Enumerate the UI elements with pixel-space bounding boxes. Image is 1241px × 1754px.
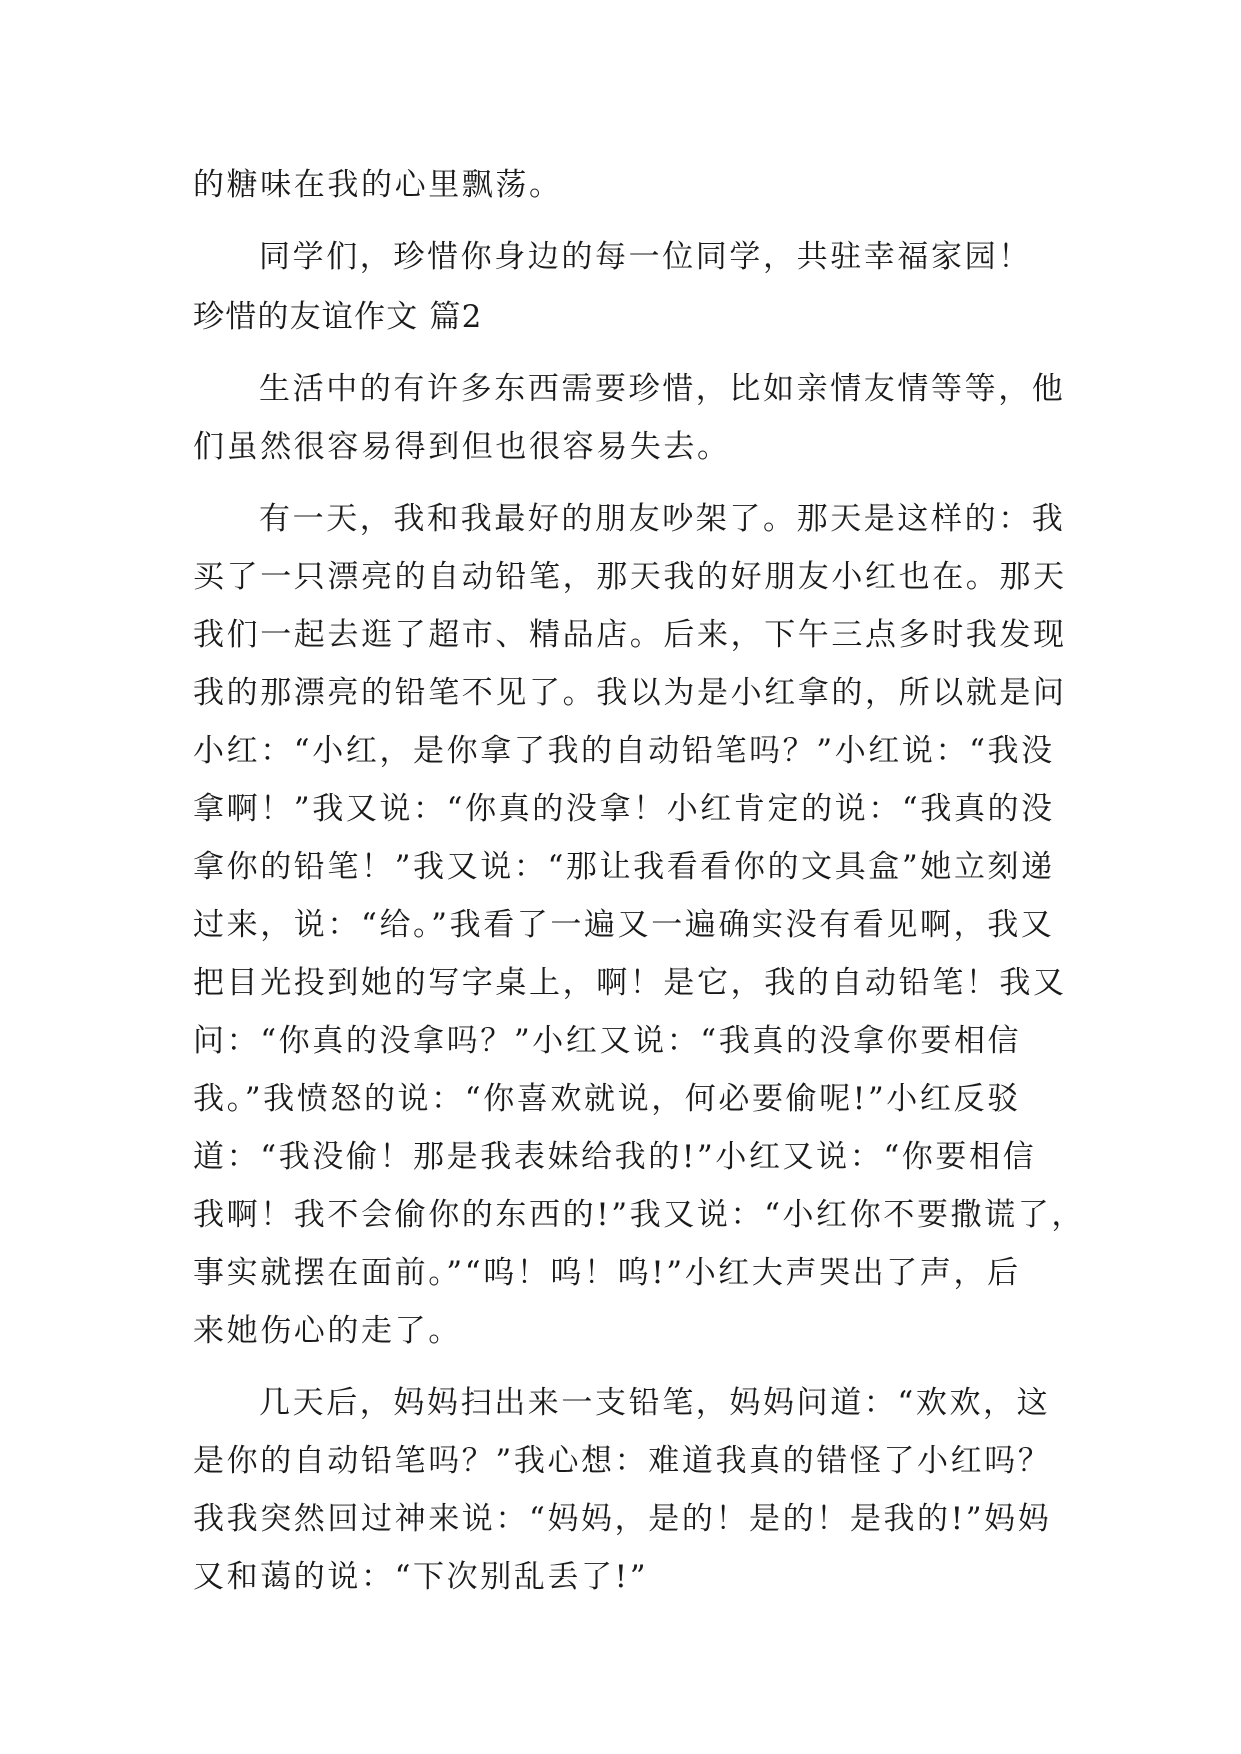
text-line: 事实就摆在面前。”“呜！呜！呜!”小红大声哭出了声，后 xyxy=(193,1255,1021,1291)
text-line: 道：“我没偷！那是我表妹给我的!”小红又说：“你要相信 xyxy=(193,1139,1037,1175)
section-heading: 珍惜的友谊作文 篇2 xyxy=(193,299,483,335)
text-line: 又和蔼的说：“下次别乱丢了!” xyxy=(193,1559,649,1595)
text-line: 同学们，珍惜你身边的每一位同学，共驻幸福家园！ xyxy=(259,239,1032,275)
text-line: 有一天，我和我最好的朋友吵架了。那天是这样的：我 xyxy=(259,501,1066,537)
text-line: 小红：“小红，是你拿了我的自动铅笔吗？”小红说：“我没 xyxy=(193,733,1055,769)
text-line: 们虽然很容易得到但也很容易失去。 xyxy=(193,429,731,465)
text-line: 我的那漂亮的铅笔不见了。我以为是小红拿的，所以就是问 xyxy=(193,675,1067,711)
text-line: 的糖味在我的心里飘荡。 xyxy=(193,167,563,203)
text-line: 拿啊！”我又说：“你真的没拿！小红肯定的说：“我真的没 xyxy=(193,791,1055,827)
text-line: 我我突然回过神来说：“妈妈，是的！是的！是我的!”妈妈 xyxy=(193,1501,1052,1537)
text-line: 我们一起去逛了超市、精品店。后来，下午三点多时我发现 xyxy=(193,617,1067,653)
text-line: 买了一只漂亮的自动铅笔，那天我的好朋友小红也在。那天 xyxy=(193,559,1067,595)
text-line: 生活中的有许多东西需要珍惜，比如亲情友情等等，他 xyxy=(259,371,1066,407)
text-line: 把目光投到她的写字桌上，啊！是它，我的自动铅笔！我又 xyxy=(193,965,1067,1001)
text-line: 是你的自动铅笔吗？”我心想：难道我真的错怪了小红吗？ xyxy=(193,1443,1052,1479)
text-line: 拿你的铅笔！”我又说：“那让我看看你的文具盒”她立刻递 xyxy=(193,849,1055,885)
text-line: 我。”我愤怒的说：“你喜欢就说，何必要偷呢!”小红反驳 xyxy=(193,1081,1021,1117)
text-line: 我啊！我不会偷你的东西的!”我又说：“小红你不要撒谎了， xyxy=(193,1197,1085,1233)
text-line: 来她伤心的走了。 xyxy=(193,1313,462,1349)
text-line: 过来，说：“给。”我看了一遍又一遍确实没有看见啊，我又 xyxy=(193,907,1055,943)
essay-body xyxy=(193,156,1085,1606)
text-line: 几天后，妈妈扫出来一支铅笔，妈妈问道：“欢欢，这 xyxy=(259,1385,1051,1421)
text-line: 问：“你真的没拿吗？”小红又说：“我真的没拿你要相信 xyxy=(193,1023,1022,1059)
